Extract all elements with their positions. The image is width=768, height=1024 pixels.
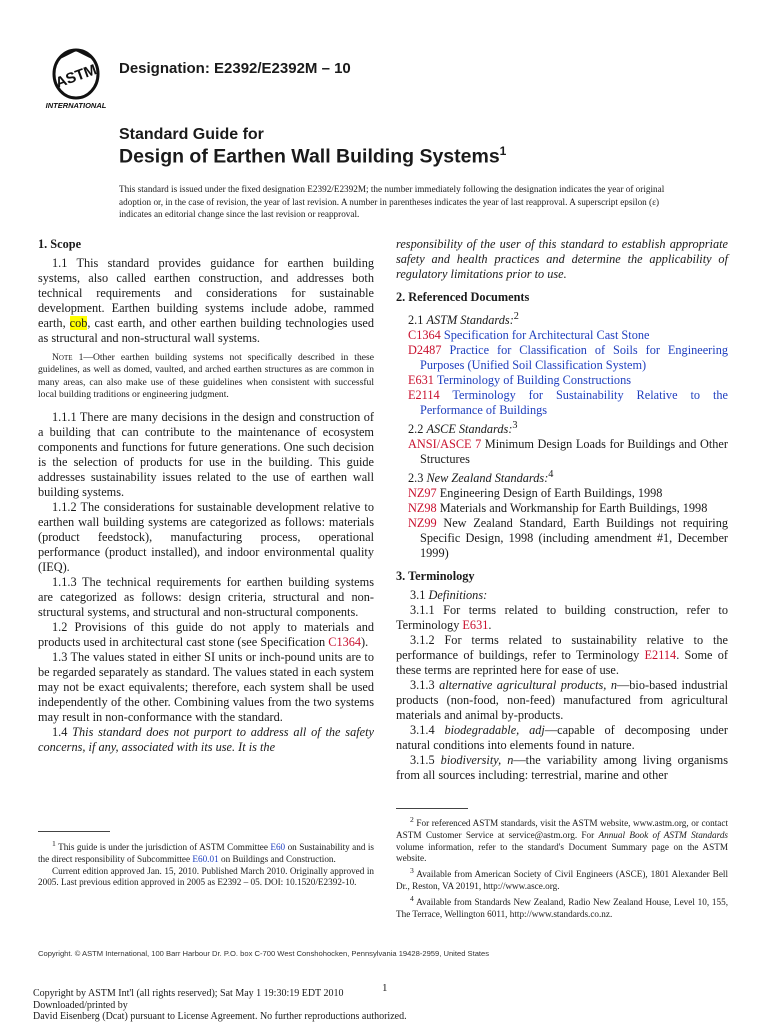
ref-c1364[interactable]: C1364 Specification for Architectural Cast Stone — [408, 328, 650, 343]
term-3-1-4: 3.1.4 biodegradable, adj—capable of decomposing under natural conditions into elements found in nature. — [396, 723, 728, 753]
footnote-rule-left — [38, 831, 110, 832]
paragraph-1-4: 1.4 This standard does not purport to address all of the safety concerns, if any, associated with its use. It is the — [38, 724, 374, 754]
guide-type: Standard Guide for — [119, 126, 264, 143]
paragraph-1-1-1: 1.1.1 There are many decisions in the design and construction of a building that can contribute to the maintenance of ecosystem components and functions for future generations. One such decision is the selection of products for use in the building. This guide addresses sustainability issues related to the use of earthen wall building systems. — [38, 409, 374, 499]
highlighted-word: cob — [69, 316, 88, 330]
section-heading-referenced-documents: 2. Referenced Documents — [396, 290, 530, 304]
left-column — [38, 237, 374, 755]
ref-e631[interactable]: E631 Terminology of Building Constructions — [408, 373, 632, 388]
nz-standards-label: 2.3 New Zealand Standards:$^4$ — [408, 469, 554, 486]
footnote-2: $^2$ For referenced ASTM standards, visit the ASTM website, www.astm.org, or contact ASTM Customer Service at service@astm.org. For Annual Book of ASTM Standards volume information, refer to the standard's Document Summary page on the ASTM website. — [396, 815, 728, 864]
term-3-1-2: 3.1.2 For terms related to sustainability relative to the performance of buildings, refer to Terminology E2114. Some of these terms are reprinted here for ease of use. — [396, 633, 728, 678]
footnotes-left — [38, 838, 374, 889]
footnotes-right — [396, 814, 728, 921]
term-3-1-5: 3.1.5 biodiversity, n—the variability among living organisms from all sources including: terrestrial, marine and other — [396, 753, 728, 783]
link-e631[interactable]: E631 — [462, 618, 489, 633]
section-heading-terminology: 3. Terminology — [396, 569, 475, 584]
paragraph-1-1: 1.1 This standard provides guidance for earthen building systems, also called earthen construction, and addresses both technical requirements and considerations for sustainable development. Earthen building systems include adobe, rammed earth, cob, cast earth, and other earthen building technologies used as structural and non-structural wall systems. — [38, 256, 374, 345]
paragraph-1-2: 1.2 Provisions of this guide do not apply to materials and products used in architectural cast stone (see Specification C1364). — [38, 619, 374, 649]
download-line-3: David Eisenberg (Dcat) pursuant to License Agreement. No further reproductions authorized. — [33, 1011, 407, 1022]
ref-nz97[interactable]: NZ97 Engineering Design of Earth Buildings, 1998 — [408, 486, 663, 501]
term-3-1-1: 3.1.1 For terms related to building construction, refer to Terminology E631. — [396, 603, 728, 633]
download-notice — [33, 988, 407, 1023]
issue-note: This standard is issued under the fixed designation E2392/E2392M; the number immediately following the designation indicates the year of original adoption or, in the case of revision, the year of last revision. A number in parentheses indicates the year of last reapproval. A superscript epsilon (ε) indicates an editorial change since the last revision or reapproval. — [119, 184, 665, 220]
ref-nz98[interactable]: NZ98 Materials and Workmanship for Earth Buildings, 1998 — [408, 501, 708, 516]
astm-logo — [40, 46, 112, 110]
link-e2114[interactable]: E2114 — [644, 648, 677, 663]
right-column — [396, 237, 728, 783]
astm-standards-label: 2.1 ASTM Standards:$^2$ — [408, 311, 519, 328]
page-number: 1 — [382, 982, 388, 994]
designation: Designation: E2392/E2392M – 10 — [119, 60, 351, 77]
term-3-1-3: 3.1.3 alternative agricultural products, n—bio-based industrial products (non-food, non-feed) manufactured from agricultural materials and animal by-products. — [396, 678, 728, 723]
svg-text:INTERNATIONAL: INTERNATIONAL — [45, 101, 107, 110]
paragraph-1-1-2: 1.1.2 The considerations for sustainable development relative to earthen wall building systems are categorized as follows: materials (product feedstock), manufacturing process, operational performance (product installed), and indoor environmental quality (IEQ). — [38, 499, 374, 574]
section-heading-scope: 1. Scope — [38, 237, 82, 251]
ref-nz99[interactable]: NZ99 New Zealand Standard, Earth Buildings not requiring Specific Design, 1998 (including amendment #1, December 1999) — [408, 516, 728, 561]
ref-e2114[interactable]: E2114 Terminology for Sustainability Relative to the Performance of Buildings — [408, 388, 729, 418]
footnote-1-edition: Current edition approved Jan. 15, 2010. Published March 2010. Originally approved in 2005. Last previous edition approved in 2005 as E2392 – 05. DOI: 10.1520/E2392-10. — [38, 865, 374, 888]
footnote-3: $^3$ Available from American Society of Civil Engineers (ASCE), 1801 Alexander Bell Dr., Reston, VA 20191, http://www.asce.org. — [396, 866, 728, 892]
download-line-1: Copyright by ASTM Int'l (all rights reserved); Sat May 1 19:30:19 EDT 2010 — [33, 988, 344, 999]
footnote-1: $^1$ This guide is under the jurisdiction of ASTM Committee E60 on Sustainability and is the direct responsibility of Subcommittee E60.01 on Buildings and Construction. — [38, 839, 374, 864]
link-c1364[interactable]: C1364 — [328, 634, 362, 649]
note-1: Note 1—Other earthen building systems not specifically described in these guidelines, as well as domed, vaulted, and arched earthen structures as are common in many areas, can also make use of these guidelines when consistent with successful local building traditions or engineering judgment. — [38, 352, 374, 401]
ref-d2487[interactable]: D2487 Practice for Classification of Soils for Engineering Purposes (Unified Soil Classification System) — [408, 343, 728, 373]
paragraph-1-3: 1.3 The values stated in either SI units or inch-pound units are to be regarded separately as standard. The values stated in each system may not be exact equivalents; therefore, each system shall be used independently of the other. Combining values from the two systems may result in non-conformance with the standard. — [38, 649, 374, 724]
copyright-line: Copyright. © ASTM International, 100 Barr Harbour Dr. P.O. box C-700 West Conshohocken, Pennsylvania 19428-2959, United States — [38, 949, 490, 958]
download-line-2: Downloaded/printed by — [33, 999, 128, 1011]
link-e60-01[interactable]: E60.01 — [192, 853, 219, 864]
asce-standards-label: 2.2 ASCE Standards:$^3$ — [408, 420, 518, 437]
document-title: Design of Earthen Wall Building Systems$^1$ — [119, 144, 507, 168]
svg-text:ASTM: ASTM — [53, 61, 100, 92]
ref-asce7[interactable]: ANSI/ASCE 7 Minimum Design Loads for Buildings and Other Structures — [408, 437, 728, 467]
paragraph-1-4-cont: responsibility of the user of this standard to establish appropriate safety and health practices and determine the applicability of regulatory limitations prior to use. — [396, 237, 728, 281]
footnote-4: $^4$ Available from Standards New Zealand, Radio New Zealand House, Level 10, 155, The Terrace, Wellington 6011, http://www.standards.co.nz. — [396, 893, 728, 919]
footnote-rule-right — [396, 808, 468, 809]
link-e60[interactable]: E60 — [270, 842, 286, 853]
definitions-label: 3.1 Definitions: — [410, 588, 488, 603]
paragraph-1-1-3: 1.1.3 The technical requirements for earthen building systems are categorized as follows: design criteria, structural and non-structural systems, and structural and non-structural components. — [38, 574, 374, 619]
